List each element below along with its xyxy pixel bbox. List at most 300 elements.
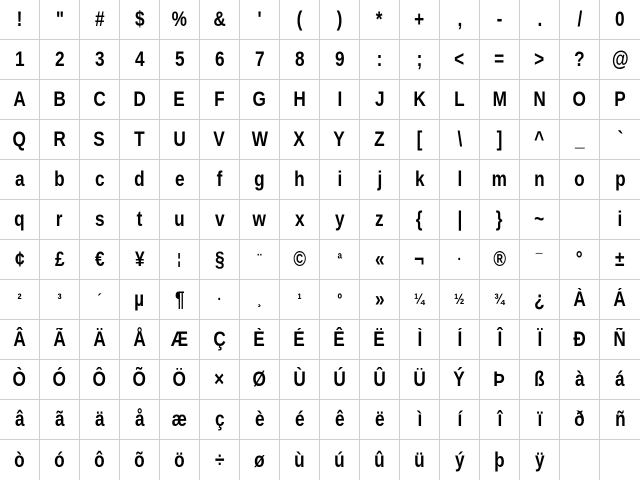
glyph-cell[interactable]: [400, 200, 440, 240]
glyph-character: !: [16, 8, 23, 31]
glyph-cell[interactable]: [360, 280, 400, 320]
glyph-cell[interactable]: [200, 440, 240, 480]
glyph-character: ñ: [614, 408, 626, 431]
glyph-cell[interactable]: [440, 400, 480, 440]
glyph-character: b: [54, 168, 65, 191]
glyph-character: ): [336, 8, 343, 31]
glyph-cell[interactable]: [320, 200, 360, 240]
glyph-cell[interactable]: [280, 160, 320, 200]
glyph-cell[interactable]: [400, 0, 440, 40]
glyph-cell[interactable]: [280, 440, 320, 480]
glyph-cell[interactable]: [120, 400, 160, 440]
glyph-cell[interactable]: [240, 120, 280, 160]
glyph-cell[interactable]: [400, 240, 440, 280]
glyph-cell[interactable]: [160, 80, 200, 120]
glyph-cell[interactable]: [440, 0, 480, 40]
glyph-cell[interactable]: [80, 200, 120, 240]
glyph-character: Â: [13, 328, 26, 351]
glyph-cell[interactable]: [280, 400, 320, 440]
glyph-cell[interactable]: [40, 400, 80, 440]
glyph-character: ß: [534, 368, 545, 391]
glyph-cell[interactable]: [520, 440, 560, 480]
glyph-cell[interactable]: [360, 200, 400, 240]
glyph-cell[interactable]: [480, 320, 520, 360]
glyph-cell[interactable]: [280, 360, 320, 400]
glyph-cell[interactable]: [360, 360, 400, 400]
glyph-cell[interactable]: [480, 280, 520, 320]
glyph-cell[interactable]: [120, 360, 160, 400]
glyph-character: Ø: [252, 368, 267, 391]
glyph-cell[interactable]: [480, 360, 520, 400]
glyph-character: 2: [54, 48, 65, 71]
glyph-character: õ: [134, 448, 145, 472]
glyph-cell[interactable]: [360, 160, 400, 200]
glyph-character: f: [216, 168, 223, 191]
glyph-character: C: [93, 88, 106, 111]
glyph-character: ¬: [414, 248, 425, 271]
glyph-cell[interactable]: [560, 280, 600, 320]
glyph-character: »: [374, 288, 385, 311]
glyph-cell[interactable]: [400, 440, 440, 480]
glyph-character: R: [53, 128, 66, 151]
glyph-cell[interactable]: [80, 360, 120, 400]
glyph-character: Ë: [373, 328, 386, 351]
glyph-cell[interactable]: [440, 160, 480, 200]
glyph-cell[interactable]: [440, 120, 480, 160]
glyph-cell[interactable]: [200, 40, 240, 80]
glyph-cell[interactable]: [440, 240, 480, 280]
glyph-cell[interactable]: [120, 200, 160, 240]
glyph-cell[interactable]: [0, 40, 40, 80]
glyph-character: ¸: [257, 291, 262, 308]
glyph-character: c: [94, 168, 105, 191]
glyph-cell[interactable]: [240, 280, 280, 320]
glyph-character: j: [377, 168, 382, 191]
glyph-cell[interactable]: [80, 120, 120, 160]
glyph-character: µ: [134, 288, 145, 311]
glyph-character: û: [374, 448, 385, 472]
glyph-character: ÷: [214, 448, 225, 472]
glyph-cell[interactable]: [160, 200, 200, 240]
glyph-cell[interactable]: [560, 240, 600, 280]
glyph-character: ,: [457, 8, 462, 31]
glyph-cell[interactable]: [440, 360, 480, 400]
glyph-cell[interactable]: [160, 0, 200, 40]
glyph-cell[interactable]: [40, 120, 80, 160]
glyph-character: O: [572, 88, 587, 111]
glyph-cell[interactable]: [160, 440, 200, 480]
glyph-character: ]: [496, 128, 503, 151]
glyph-cell[interactable]: [0, 0, 40, 40]
glyph-character: è: [254, 408, 265, 431]
glyph-cell[interactable]: [440, 440, 480, 480]
glyph-character: W: [251, 128, 268, 151]
glyph-character: ¾: [494, 291, 505, 308]
glyph-character: a: [14, 168, 25, 191]
glyph-cell[interactable]: [200, 200, 240, 240]
glyph-cell[interactable]: [0, 440, 40, 480]
glyph-character: /: [577, 8, 582, 31]
glyph-character: 3: [94, 48, 105, 71]
glyph-cell[interactable]: [560, 80, 600, 120]
glyph-cell[interactable]: [400, 40, 440, 80]
glyph-character: #: [94, 8, 105, 31]
glyph-cell[interactable]: [560, 120, 600, 160]
glyph-cell[interactable]: [240, 200, 280, 240]
glyph-cell[interactable]: [40, 40, 80, 80]
glyph-cell[interactable]: [480, 40, 520, 80]
glyph-cell[interactable]: [280, 280, 320, 320]
glyph-character: °: [576, 248, 583, 271]
glyph-cell[interactable]: [80, 160, 120, 200]
glyph-cell[interactable]: [600, 0, 640, 40]
glyph-character: ¼: [414, 291, 425, 308]
glyph-cell[interactable]: [520, 240, 560, 280]
glyph-character: ö: [174, 448, 185, 472]
glyph-cell[interactable]: [440, 320, 480, 360]
glyph-cell[interactable]: [0, 120, 40, 160]
glyph-cell[interactable]: [80, 0, 120, 40]
glyph-cell[interactable]: [40, 360, 80, 400]
glyph-character: v: [214, 208, 225, 231]
glyph-cell[interactable]: [200, 280, 240, 320]
glyph-character: e: [174, 168, 185, 191]
glyph-cell[interactable]: [320, 320, 360, 360]
glyph-cell[interactable]: [240, 360, 280, 400]
glyph-cell[interactable]: [240, 240, 280, 280]
glyph-cell[interactable]: [280, 200, 320, 240]
glyph-cell[interactable]: [160, 40, 200, 80]
glyph-cell[interactable]: [160, 120, 200, 160]
glyph-character: X: [293, 128, 306, 151]
glyph-character: 5: [174, 48, 185, 71]
glyph-cell[interactable]: [320, 120, 360, 160]
glyph-cell[interactable]: [160, 280, 200, 320]
glyph-character: ë: [374, 408, 385, 431]
glyph-cell[interactable]: [400, 120, 440, 160]
glyph-character: â: [14, 408, 25, 431]
glyph-cell[interactable]: [480, 200, 520, 240]
glyph-character: 4: [134, 48, 145, 71]
glyph-cell[interactable]: [320, 0, 360, 40]
glyph-cell[interactable]: [200, 160, 240, 200]
glyph-cell[interactable]: [520, 80, 560, 120]
glyph-cell[interactable]: [400, 280, 440, 320]
glyph-cell[interactable]: [400, 360, 440, 400]
glyph-cell[interactable]: [120, 280, 160, 320]
glyph-cell[interactable]: [40, 440, 80, 480]
glyph-character: ÿ: [534, 448, 545, 472]
glyph-character: d: [134, 168, 145, 191]
glyph-character: ': [257, 8, 262, 31]
glyph-cell[interactable]: [40, 0, 80, 40]
glyph-character: Ñ: [613, 328, 627, 351]
glyph-cell[interactable]: [80, 80, 120, 120]
glyph-cell[interactable]: [600, 40, 640, 80]
glyph-character: ç: [214, 408, 225, 431]
glyph-cell[interactable]: [120, 40, 160, 80]
glyph-cell[interactable]: [80, 40, 120, 80]
glyph-cell[interactable]: [360, 240, 400, 280]
glyph-cell[interactable]: [560, 0, 600, 40]
glyph-cell[interactable]: [320, 280, 360, 320]
glyph-cell[interactable]: [40, 320, 80, 360]
glyph-cell[interactable]: [320, 160, 360, 200]
glyph-cell[interactable]: [360, 320, 400, 360]
glyph-character: ¢: [14, 248, 25, 271]
glyph-cell[interactable]: [200, 0, 240, 40]
glyph-character: (: [296, 8, 303, 31]
glyph-cell[interactable]: [320, 400, 360, 440]
glyph-cell[interactable]: [480, 440, 520, 480]
glyph-character: ê: [334, 408, 345, 431]
glyph-cell[interactable]: [120, 320, 160, 360]
glyph-character: Ù: [293, 368, 306, 391]
glyph-cell[interactable]: [160, 320, 200, 360]
glyph-character: ó: [54, 448, 65, 472]
glyph-cell[interactable]: [400, 400, 440, 440]
glyph-cell[interactable]: [200, 320, 240, 360]
glyph-cell[interactable]: [0, 240, 40, 280]
glyph-cell[interactable]: [480, 120, 520, 160]
glyph-character: @: [611, 48, 629, 71]
glyph-cell[interactable]: [320, 440, 360, 480]
glyph-cell[interactable]: [400, 80, 440, 120]
glyph-cell[interactable]: [40, 160, 80, 200]
glyph-character: S: [93, 128, 106, 151]
glyph-cell[interactable]: [200, 120, 240, 160]
glyph-cell[interactable]: [520, 320, 560, 360]
glyph-character: ·: [457, 251, 462, 268]
glyph-cell[interactable]: [320, 40, 360, 80]
glyph-cell[interactable]: [440, 200, 480, 240]
glyph-cell[interactable]: [440, 80, 480, 120]
glyph-character: G: [252, 88, 267, 111]
glyph-character: \: [457, 128, 462, 151]
glyph-cell[interactable]: [80, 280, 120, 320]
glyph-character: A: [13, 88, 26, 111]
glyph-cell[interactable]: [240, 440, 280, 480]
glyph-cell[interactable]: [600, 200, 640, 240]
glyph-cell[interactable]: [240, 0, 280, 40]
glyph-cell[interactable]: [160, 160, 200, 200]
glyph-character: g: [254, 168, 265, 191]
glyph-cell[interactable]: [480, 0, 520, 40]
glyph-cell[interactable]: [240, 320, 280, 360]
glyph-character: æ: [171, 408, 188, 431]
glyph-cell[interactable]: [600, 400, 640, 440]
glyph-character: o: [574, 168, 585, 191]
glyph-cell[interactable]: [80, 400, 120, 440]
glyph-character: =: [494, 48, 505, 71]
glyph-cell[interactable]: [360, 80, 400, 120]
glyph-cell[interactable]: [280, 320, 320, 360]
glyph-cell[interactable]: [520, 400, 560, 440]
glyph-cell[interactable]: [560, 320, 600, 360]
glyph-cell[interactable]: [120, 120, 160, 160]
glyph-cell[interactable]: [360, 400, 400, 440]
glyph-character: `: [617, 128, 623, 151]
glyph-cell[interactable]: [0, 360, 40, 400]
glyph-cell[interactable]: [360, 440, 400, 480]
glyph-cell[interactable]: [360, 120, 400, 160]
glyph-cell[interactable]: [200, 80, 240, 120]
glyph-cell[interactable]: [520, 40, 560, 80]
glyph-cell[interactable]: [0, 400, 40, 440]
glyph-character: ½: [454, 291, 465, 308]
glyph-cell[interactable]: [560, 360, 600, 400]
glyph-cell[interactable]: [600, 280, 640, 320]
glyph-character: w: [252, 208, 267, 231]
glyph-cell[interactable]: [160, 240, 200, 280]
glyph-character: Ì: [417, 328, 422, 351]
glyph-character: .: [537, 8, 542, 31]
glyph-cell[interactable]: [480, 80, 520, 120]
glyph-cell[interactable]: [200, 400, 240, 440]
glyph-cell[interactable]: [560, 40, 600, 80]
glyph-cell[interactable]: [200, 240, 240, 280]
glyph-cell[interactable]: [80, 240, 120, 280]
glyph-cell[interactable]: [600, 160, 640, 200]
glyph-cell[interactable]: [120, 240, 160, 280]
glyph-cell[interactable]: [120, 440, 160, 480]
glyph-character: ¥: [134, 248, 145, 271]
glyph-character: ¦: [177, 251, 182, 268]
glyph-character: ú: [334, 448, 345, 472]
glyph-cell[interactable]: [560, 160, 600, 200]
glyph-cell-empty[interactable]: [600, 440, 640, 480]
glyph-character: Å: [133, 328, 146, 351]
glyph-cell[interactable]: [360, 0, 400, 40]
glyph-cell[interactable]: [280, 0, 320, 40]
glyph-cell[interactable]: [440, 280, 480, 320]
glyph-character: Ú: [333, 368, 346, 391]
glyph-cell[interactable]: [560, 400, 600, 440]
glyph-cell[interactable]: [280, 40, 320, 80]
glyph-character: $: [134, 8, 145, 31]
glyph-cell[interactable]: [400, 160, 440, 200]
glyph-cell[interactable]: [120, 80, 160, 120]
glyph-cell[interactable]: [0, 160, 40, 200]
glyph-character: *: [376, 8, 383, 31]
glyph-cell[interactable]: [480, 400, 520, 440]
glyph-character: «: [374, 248, 385, 271]
glyph-cell[interactable]: [280, 240, 320, 280]
glyph-character: €: [94, 248, 105, 271]
glyph-character: u: [174, 208, 185, 231]
glyph-character: ¿: [534, 288, 545, 311]
glyph-character: -: [496, 8, 503, 31]
glyph-character: Ô: [92, 368, 107, 391]
glyph-cell[interactable]: [80, 440, 120, 480]
glyph-cell[interactable]: [240, 40, 280, 80]
glyph-cell[interactable]: [40, 200, 80, 240]
glyph-character: ;: [416, 48, 423, 71]
glyph-character: |: [457, 208, 462, 231]
glyph-character: 0: [615, 8, 625, 31]
glyph-cell[interactable]: [240, 400, 280, 440]
glyph-cell[interactable]: [160, 400, 200, 440]
glyph-character: y: [334, 208, 345, 231]
glyph-cell[interactable]: [600, 120, 640, 160]
glyph-cell[interactable]: [600, 80, 640, 120]
glyph-character: Á: [613, 288, 627, 311]
glyph-cell[interactable]: [40, 280, 80, 320]
glyph-cell[interactable]: [360, 40, 400, 80]
glyph-cell[interactable]: [520, 200, 560, 240]
glyph-cell[interactable]: [0, 320, 40, 360]
glyph-character: t: [136, 208, 143, 231]
glyph-cell[interactable]: [520, 160, 560, 200]
glyph-cell[interactable]: [400, 320, 440, 360]
glyph-cell[interactable]: [40, 80, 80, 120]
glyph-cell[interactable]: [520, 120, 560, 160]
glyph-character: Q: [12, 128, 27, 151]
glyph-cell[interactable]: [480, 160, 520, 200]
glyph-character: {: [416, 208, 423, 231]
glyph-character: U: [173, 128, 186, 151]
glyph-character: ·: [217, 291, 222, 308]
glyph-character: ò: [14, 448, 25, 472]
glyph-cell[interactable]: [0, 80, 40, 120]
glyph-cell[interactable]: [40, 240, 80, 280]
glyph-cell-empty[interactable]: [560, 200, 600, 240]
glyph-cell[interactable]: [280, 80, 320, 120]
glyph-character: [: [416, 128, 423, 151]
glyph-character: £: [54, 248, 65, 271]
glyph-character: é: [294, 408, 305, 431]
glyph-character: ª: [337, 251, 342, 268]
glyph-character: ô: [94, 448, 105, 472]
glyph-character: Z: [374, 128, 385, 151]
glyph-cell[interactable]: [520, 280, 560, 320]
glyph-cell[interactable]: [120, 160, 160, 200]
glyph-cell[interactable]: [120, 0, 160, 40]
glyph-character: ^: [534, 128, 545, 151]
glyph-cell[interactable]: [520, 0, 560, 40]
glyph-cell[interactable]: [0, 200, 40, 240]
glyph-character: }: [496, 208, 503, 231]
glyph-cell[interactable]: [600, 360, 640, 400]
glyph-cell[interactable]: [520, 360, 560, 400]
glyph-cell[interactable]: [600, 240, 640, 280]
glyph-cell[interactable]: [240, 160, 280, 200]
glyph-character: ³: [57, 291, 62, 308]
glyph-cell[interactable]: [200, 360, 240, 400]
glyph-cell[interactable]: [320, 240, 360, 280]
glyph-cell[interactable]: [280, 120, 320, 160]
glyph-character: å: [134, 408, 145, 431]
glyph-character: :: [376, 48, 383, 71]
glyph-character: I: [337, 88, 342, 111]
glyph-cell-empty[interactable]: [560, 440, 600, 480]
glyph-cell[interactable]: [0, 280, 40, 320]
glyph-character: Y: [333, 128, 346, 151]
glyph-cell[interactable]: [80, 320, 120, 360]
glyph-cell[interactable]: [320, 80, 360, 120]
glyph-character: ð: [574, 408, 585, 431]
glyph-cell[interactable]: [320, 360, 360, 400]
glyph-character: T: [134, 128, 145, 151]
glyph-cell[interactable]: [600, 320, 640, 360]
glyph-cell[interactable]: [240, 80, 280, 120]
glyph-cell[interactable]: [160, 360, 200, 400]
glyph-character: ä: [94, 408, 105, 431]
glyph-character: ù: [294, 448, 305, 472]
glyph-cell[interactable]: [480, 240, 520, 280]
glyph-character: 6: [214, 48, 225, 71]
glyph-cell[interactable]: [440, 40, 480, 80]
